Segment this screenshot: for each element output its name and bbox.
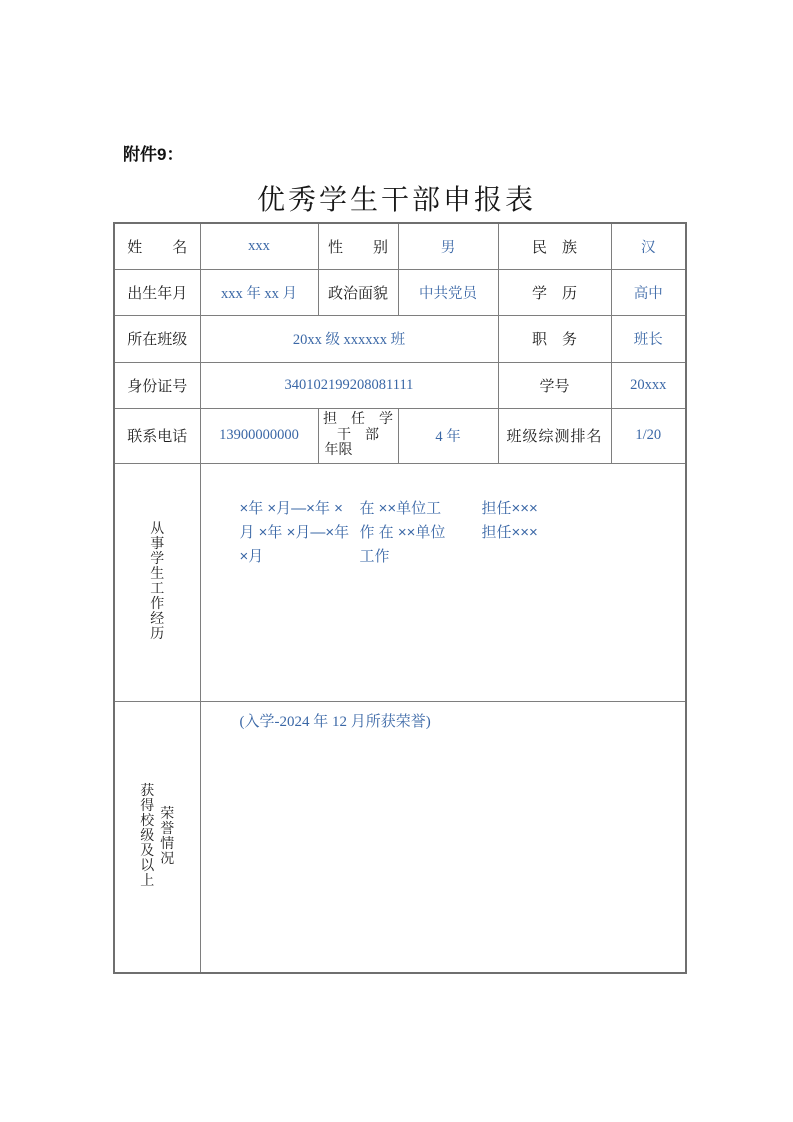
phone-value[interactable]: 13900000000 (200, 408, 318, 463)
experience-section-label (114, 463, 200, 701)
education-value[interactable]: 高中 (611, 269, 686, 315)
gender-value[interactable]: 男 (398, 223, 498, 269)
id-number-value[interactable]: 340102199208081111 (200, 362, 498, 408)
class-label: 所在班级 (114, 315, 200, 362)
student-no-value[interactable]: 20xxx (611, 362, 686, 408)
honors-content-text: (入学-2024 年 12 月所获荣誉) (239, 713, 431, 730)
experience-period-column: ×年 ×月—×年 × 月 ×年 ×月—×年 ×月 (239, 499, 350, 565)
page-title: 优秀学生干部申报表 (256, 185, 536, 216)
political-value[interactable]: 中共党员 (398, 269, 498, 315)
ranking-value[interactable]: 1/20 (611, 408, 686, 463)
political-label: 政治面貌 (318, 269, 398, 315)
ranking-label: 班级综测排名 (498, 408, 611, 463)
position-label: 职 务 (498, 315, 611, 362)
attachment-label: 附件9： (123, 145, 184, 164)
position-value[interactable]: 班长 (611, 315, 686, 362)
honors-label-vertical-1: 获 得 校 级 及 以 上 (140, 784, 155, 890)
table-row (114, 463, 686, 701)
name-value[interactable]: xxx (200, 223, 318, 269)
class-value[interactable]: 20xx 级 xxxxxx 班 (200, 315, 498, 362)
honors-label-wrap (115, 784, 200, 889)
table-row (114, 701, 686, 973)
birth-label: 出生年月 (114, 269, 200, 315)
tenure-label-lines: 担 任 学 干 部 年限 (323, 412, 393, 459)
ethnicity-label: 民 族 (498, 223, 611, 269)
table-row (114, 362, 686, 408)
experience-unit-column: 在 ××单位工 作 在 ××单位 工作 (359, 499, 446, 565)
ethnicity-value[interactable]: 汉 (611, 223, 686, 269)
table-row (114, 408, 686, 463)
education-label: 学 历 (498, 269, 611, 315)
id-number-label: 身份证号 (114, 362, 200, 408)
phone-label: 联系电话 (114, 408, 200, 463)
name-label: 姓 名 (114, 223, 200, 269)
birth-value[interactable]: xxx 年 xx 月 (200, 269, 318, 315)
table-row (114, 315, 686, 362)
honors-content-cell[interactable] (200, 701, 686, 973)
gender-label: 性 别 (318, 223, 398, 269)
honors-label-vertical-2: 荣 誉 情 况 (160, 806, 175, 867)
table-row (114, 223, 686, 269)
experience-content-cell[interactable] (200, 463, 686, 701)
tenure-label (318, 408, 398, 463)
table-row (114, 269, 686, 315)
student-no-label: 学号 (498, 362, 611, 408)
application-form-table (113, 222, 687, 974)
tenure-value[interactable]: 4 年 (398, 408, 498, 463)
experience-role-column: 担任××× 担任××× (481, 499, 538, 541)
honors-section-label (114, 701, 200, 973)
experience-label-vertical: 从 事 学 生 工 作 经 历 (150, 522, 165, 642)
